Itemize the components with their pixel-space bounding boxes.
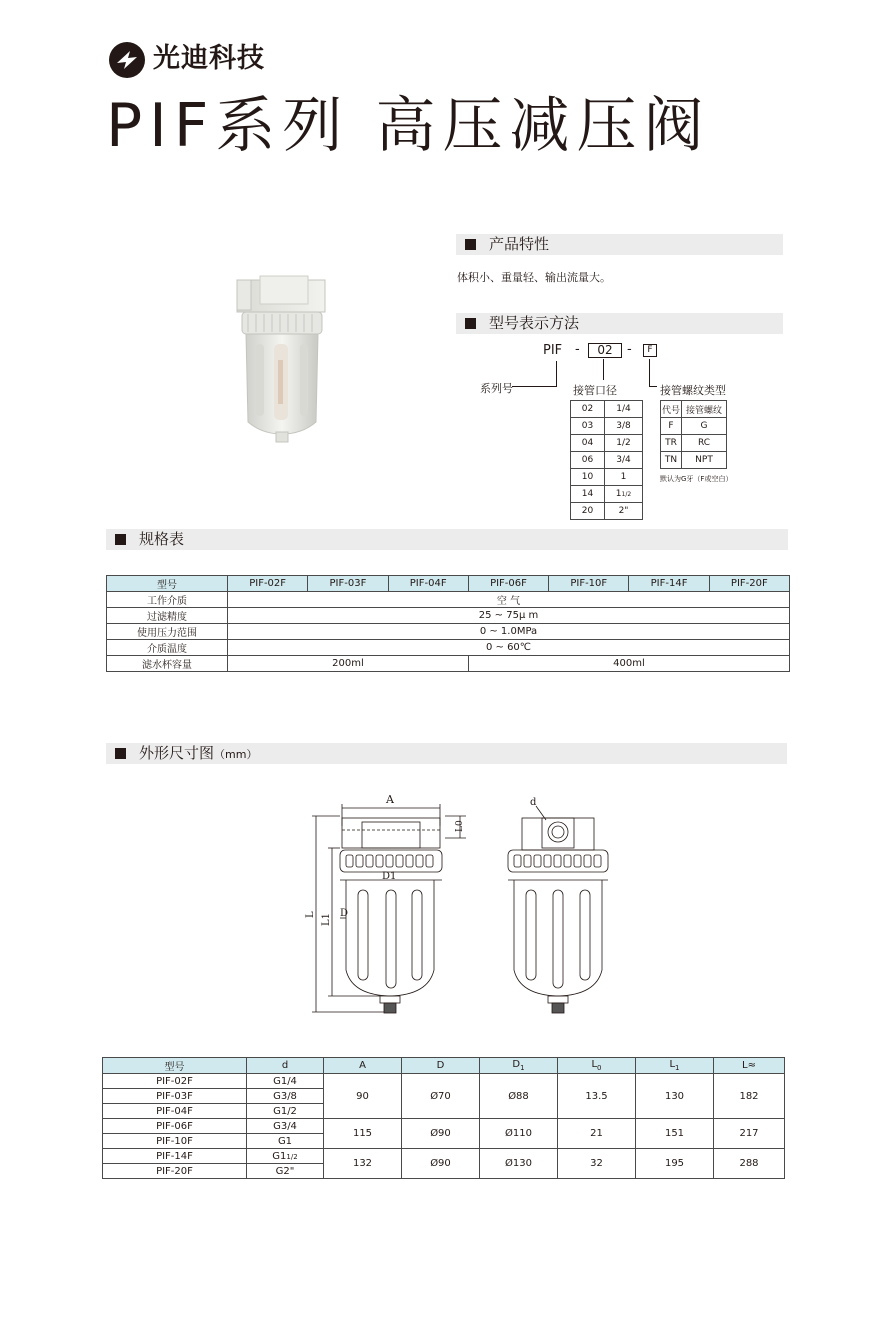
brand-name: 光迪科技: [153, 43, 265, 74]
table-row: PIF-04F G1/2: [103, 1104, 785, 1119]
size-connector: [603, 359, 604, 380]
model-dash-2: -: [627, 342, 632, 357]
size-label: 接管口径: [573, 384, 617, 397]
table-row: TR RC: [661, 435, 727, 452]
section-bullet-icon: [115, 748, 126, 759]
dimension-table: [102, 1057, 785, 1179]
table-row: 20 2": [571, 503, 643, 520]
model-code-header: [456, 313, 783, 334]
table-row: PIF-03F G3/8: [103, 1089, 785, 1104]
table-row: 06 3/4: [571, 452, 643, 469]
thread-label: 接管螺纹类型: [660, 384, 726, 397]
side-view: [508, 797, 608, 1013]
table-row: 使用压力范围 0 ~ 1.0MPa: [107, 624, 790, 640]
table-row: F G: [661, 418, 727, 435]
table-row: 03 3/8: [571, 418, 643, 435]
table-row: 滤水杯容量 200ml 400ml: [107, 656, 790, 672]
series-connector-h: [512, 386, 557, 387]
dim-label-l1: L1: [321, 912, 332, 926]
series-label: 系列号: [480, 382, 513, 395]
product-image: [232, 272, 332, 447]
table-row: 工作介质 空 气: [107, 592, 790, 608]
front-view: [305, 793, 466, 1013]
section-bullet-icon: [465, 318, 476, 329]
model-prefix: PIF: [543, 343, 563, 358]
table-row: 10 1: [571, 469, 643, 486]
size-table: [570, 400, 643, 520]
dim-label-l: L: [305, 911, 316, 918]
table-row: 02 1/4: [571, 401, 643, 418]
table-row: PIF-06F G3/4 115 Ø90 Ø110 21 151 217: [103, 1119, 785, 1134]
spec-title: 规格表: [139, 530, 185, 548]
thread-connector-v: [649, 359, 650, 386]
section-bullet-icon: [465, 239, 476, 250]
section-bullet-icon: [115, 534, 126, 545]
features-text: 体积小、重量轻、输出流量大。: [457, 271, 611, 284]
table-row: 代号 接管螺纹: [661, 401, 727, 418]
dim-label-l0: L0: [455, 820, 465, 832]
dimension-drawing: [300, 790, 610, 1020]
dimensions-title: 外形尺寸图（mm）: [139, 744, 258, 762]
table-row: PIF-20F G2": [103, 1164, 785, 1179]
dim-label-small-d: d: [530, 797, 537, 808]
table-row: 介质温度 0 ~ 60℃: [107, 640, 790, 656]
table-row: PIF-10F G1: [103, 1134, 785, 1149]
spec-header: [106, 529, 788, 550]
table-row: 型号 PIF-02F PIF-03F PIF-04F PIF-06F PIF-10F PIF-14F PIF-20F: [107, 576, 790, 592]
table-row: 04 1/2: [571, 435, 643, 452]
page-title: PIF系列 高压减压阀: [106, 91, 711, 161]
table-row: TN NPT: [661, 452, 727, 469]
thread-connector-h: [649, 386, 657, 387]
table-row: PIF-02F G1/4 90 Ø70 Ø88 13.5 130 182: [103, 1074, 785, 1089]
series-connector-v: [556, 361, 557, 386]
thread-code-box: F: [643, 344, 657, 357]
features-title: 产品特性: [489, 235, 550, 253]
size-code-box: 02: [588, 343, 622, 358]
dim-label-d1: D1: [382, 871, 397, 882]
model-code-title: 型号表示方法: [489, 314, 580, 332]
thread-table: [660, 400, 727, 469]
dim-label-a: A: [386, 793, 394, 806]
features-header: [456, 234, 783, 255]
thread-note: 默认为G牙（F或空白）: [660, 475, 733, 483]
model-dash-1: -: [575, 342, 580, 357]
table-row: PIF-14F G11/2 132 Ø90 Ø130 32 195 288: [103, 1149, 785, 1164]
dimensions-header: [106, 743, 787, 764]
table-row: 14 11/2: [571, 486, 643, 503]
table-row: 型号 d A D $D_1$ $L_0$ $L_1$ L≈: [103, 1058, 785, 1074]
spec-table: [106, 575, 790, 672]
dim-label-d: D: [340, 908, 349, 919]
brand-logo-icon: [108, 41, 146, 79]
table-row: 过滤精度 25 ~ 75μ m: [107, 608, 790, 624]
